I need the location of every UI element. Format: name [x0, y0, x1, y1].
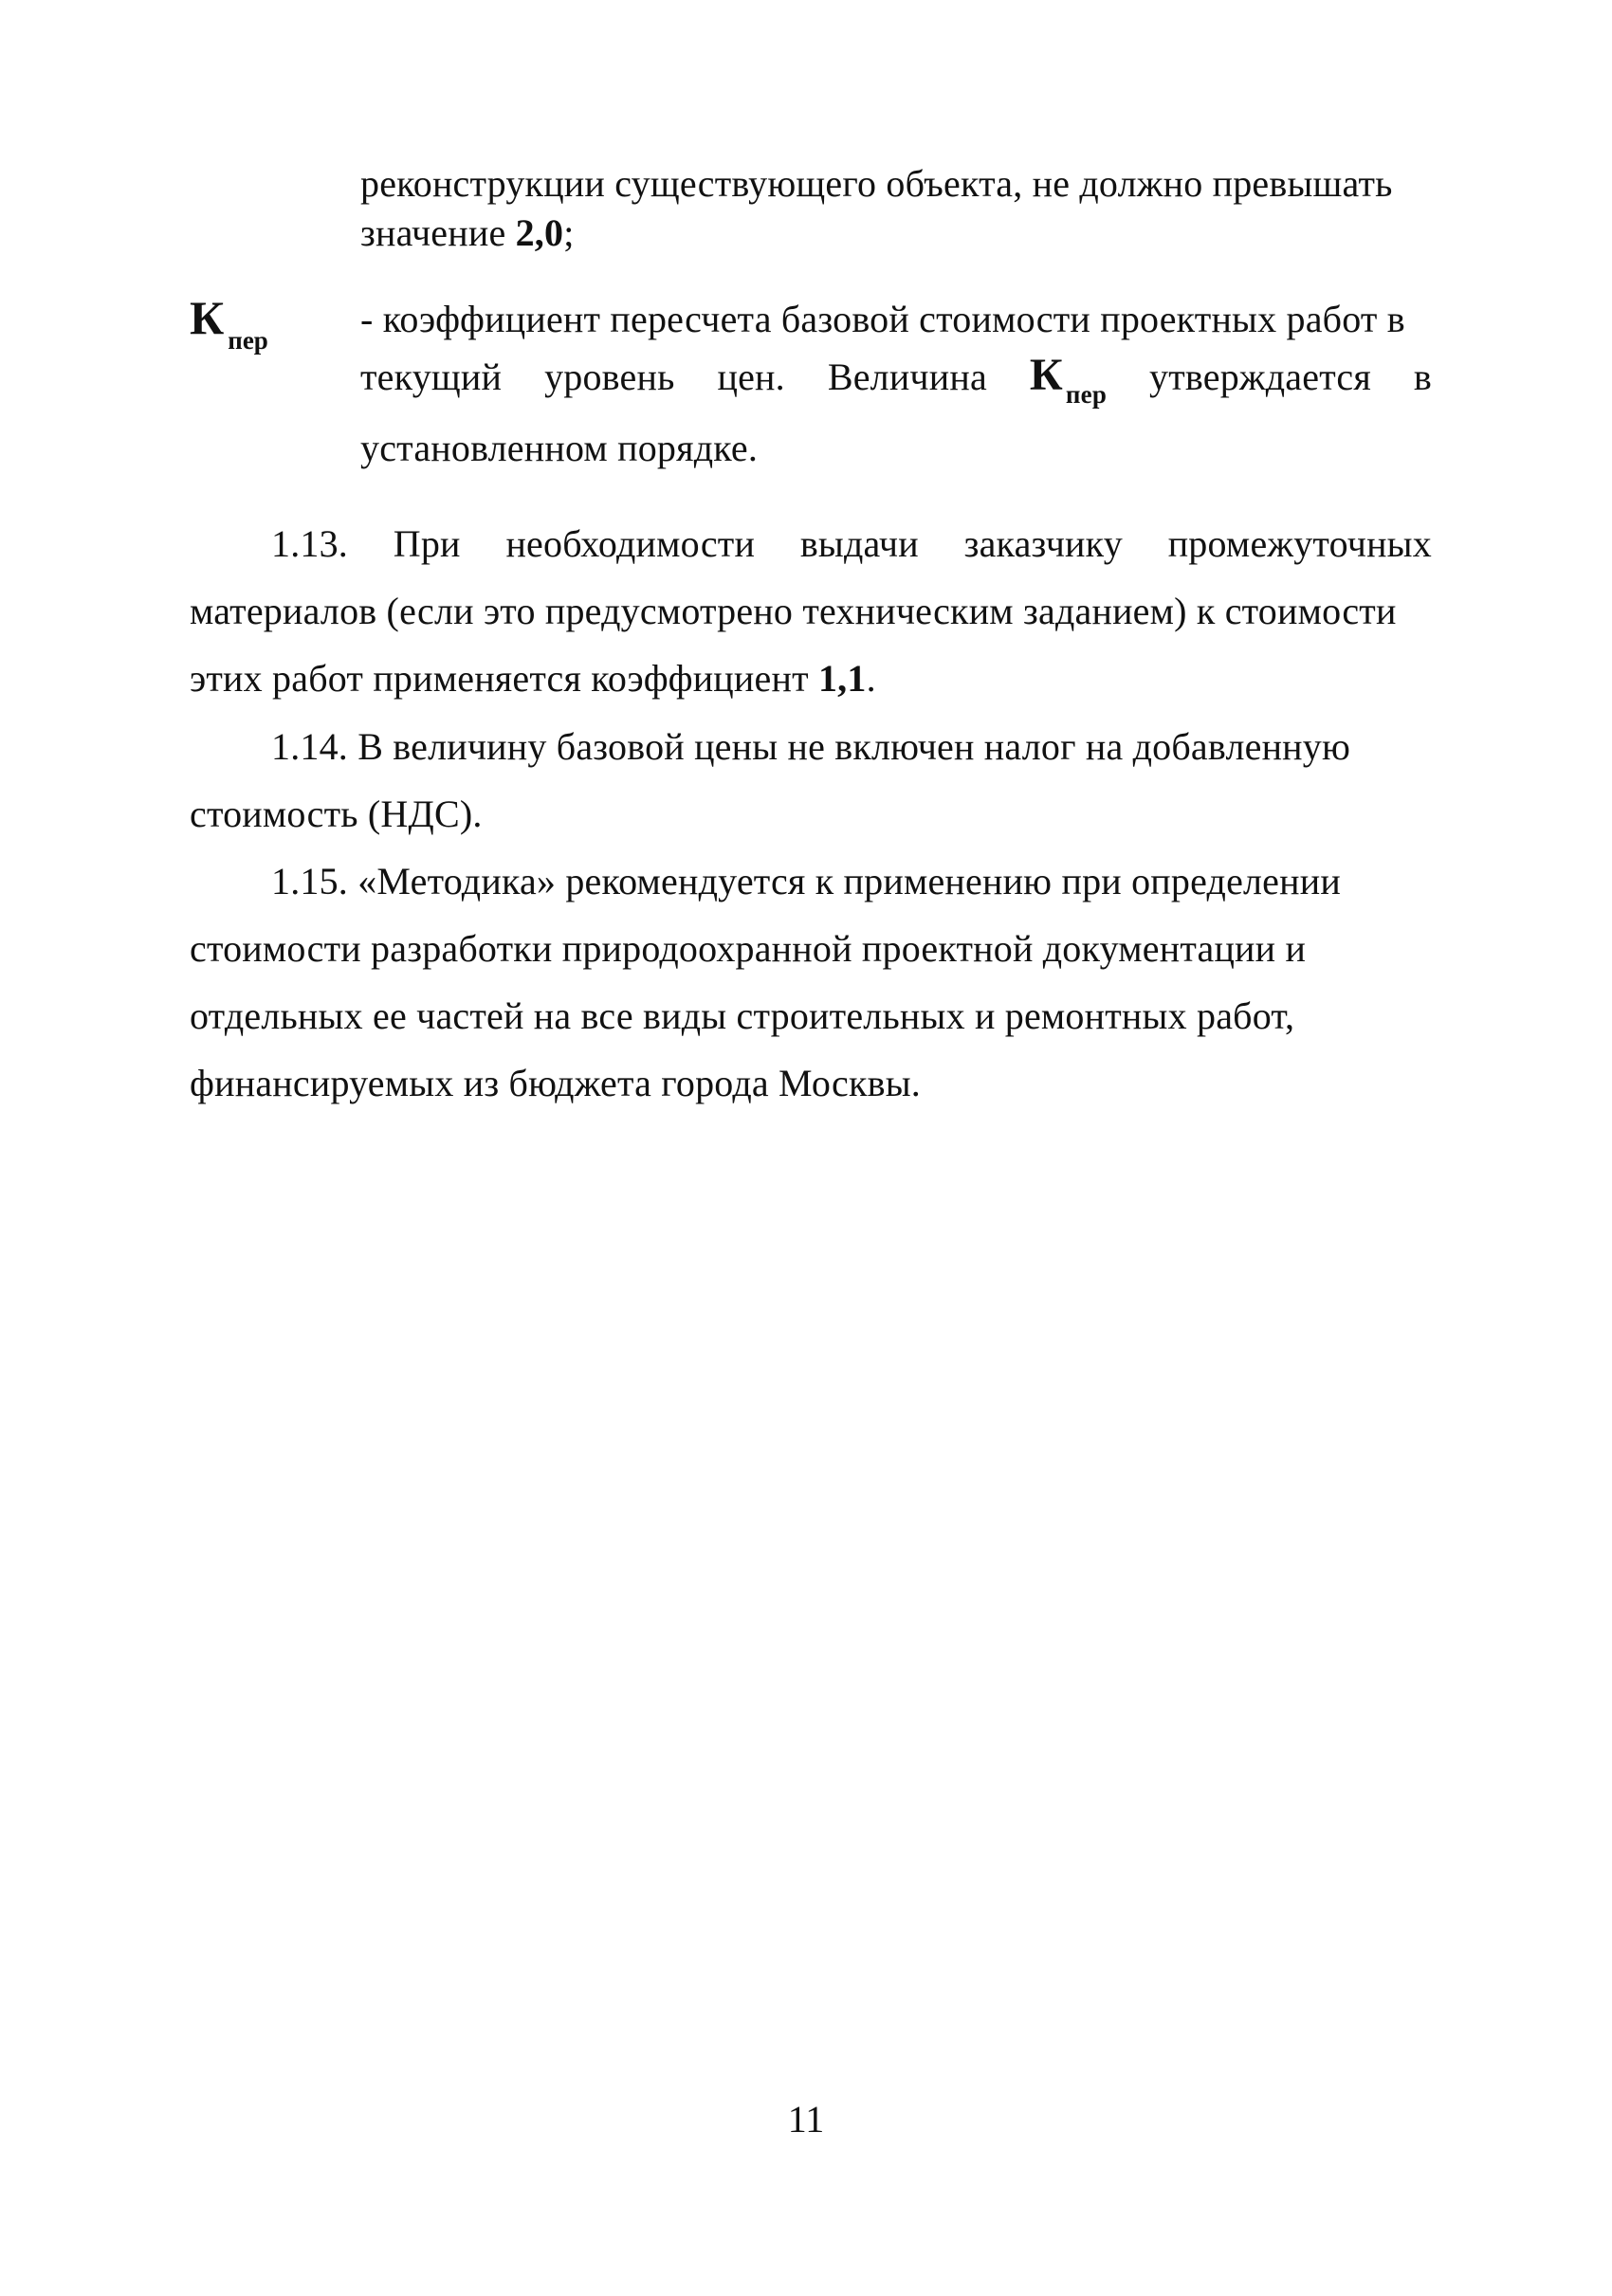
- word: промежуточных: [1167, 522, 1432, 565]
- k-definition-line-1: - коэффициент пересчета базовой стоимости проектных работ в: [360, 298, 1405, 340]
- word: в: [1413, 355, 1432, 398]
- paragraph-1-13: [190, 510, 1432, 712]
- word: утверждается: [1149, 355, 1371, 398]
- line-3-suffix: .: [866, 657, 876, 700]
- word: Величина: [827, 355, 987, 398]
- paragraph-1-13-line-1: [190, 510, 1432, 577]
- word: необходимости: [505, 522, 756, 565]
- continuation-line-2-suffix: ;: [563, 211, 575, 254]
- continuation-line-2-prefix: значение: [360, 211, 516, 254]
- word: уровень: [544, 355, 675, 398]
- paragraph-1-14: [190, 713, 1432, 847]
- coefficient-value: 1,1: [817, 657, 867, 700]
- k-definition: [360, 294, 1432, 480]
- paragraph-1-14-line-1: 1.14. В величину базовой цены не включен налог на добавленную: [271, 725, 1351, 768]
- paragraph-1-15-line-4: финансируемых из бюджета города Москвы.: [190, 1062, 921, 1104]
- paragraph-1-15-line-2: стоимости разработки природоохранной проектной документации и: [190, 927, 1307, 970]
- inline-k: К: [1029, 350, 1063, 400]
- paragraph-1-15-line-3: отдельных ее частей на все виды строительных и ремонтных работ,: [190, 994, 1295, 1037]
- word: 1.13.: [271, 522, 348, 565]
- k-term-symbol: [190, 290, 268, 355]
- continuation-line-2: [360, 209, 1432, 258]
- k-definition-line-3: установленном порядке.: [360, 427, 759, 469]
- paragraph-1-13-line-3: [190, 645, 1432, 712]
- word: При: [393, 522, 461, 565]
- max-value: 2,0: [515, 211, 564, 254]
- word: заказчику: [963, 522, 1123, 565]
- paragraph-1-13-line-2: материалов (если это предусмотрено техническим заданием) к стоимости: [190, 590, 1397, 632]
- continuation-text: [360, 159, 1432, 258]
- word: выдачи: [799, 522, 919, 565]
- paragraph-1-14-line-2: стоимость (НДС).: [190, 793, 483, 835]
- word: текущий: [360, 355, 503, 398]
- page-number: 11: [787, 2098, 825, 2141]
- word: цен.: [717, 355, 785, 398]
- k-subscript: пер: [228, 326, 268, 355]
- k-symbol: К: [190, 291, 225, 344]
- paragraph-1-15: [190, 847, 1432, 1117]
- continuation-line-1: реконструкции существующего объекта, не должно превышать: [360, 162, 1393, 205]
- inline-k-subscript: пер: [1065, 380, 1108, 409]
- inline-k-symbol: [1030, 345, 1107, 411]
- line-3-prefix: этих работ применяется коэффициент: [190, 657, 818, 700]
- paragraph-1-15-line-1: 1.15. «Методика» рекомендуется к применению при определении: [271, 860, 1341, 902]
- k-definition-line-2: [360, 345, 1432, 411]
